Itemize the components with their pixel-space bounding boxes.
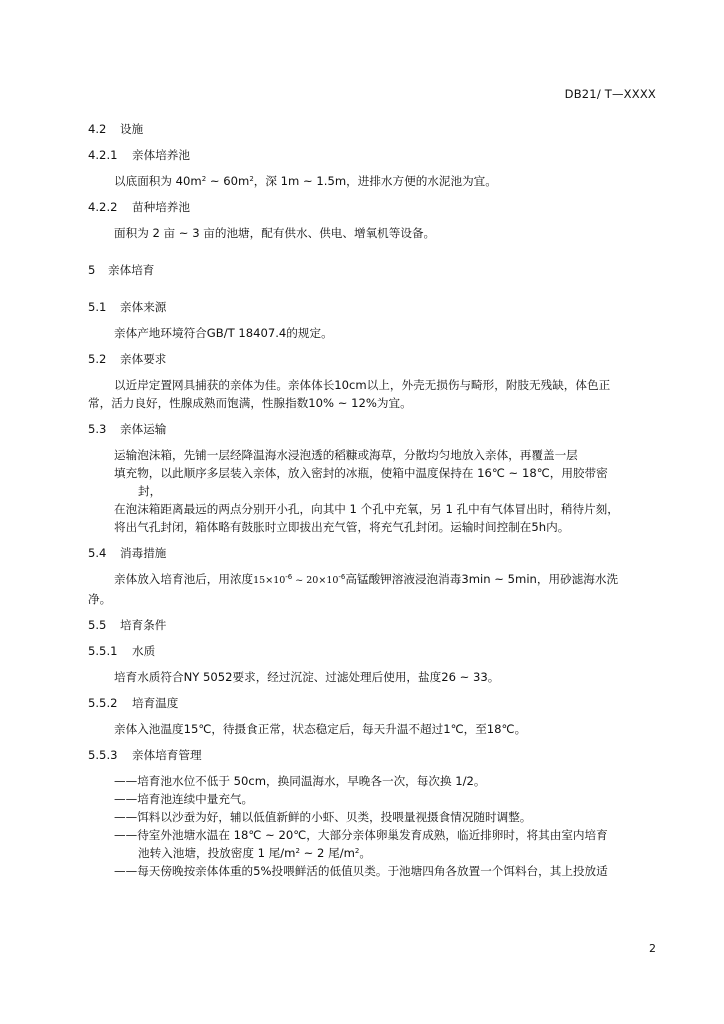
heading-5-5-3 — [88, 746, 660, 764]
section-title: 水质 — [132, 644, 156, 658]
page-number: 2 — [649, 942, 656, 955]
paragraph-5-4-line: 亲体放入培育池后，用浓度$15\times 10^{-6}$ ~ $20\times 10^{-6}$高锰酸钾溶液浸泡消毒3min ~ 5min，用砂滤海水洗 — [114, 572, 619, 586]
section-title: 设施 — [120, 122, 144, 136]
paragraph-5-3-line: 封， — [138, 484, 162, 498]
section-number: 4.2 — [88, 122, 107, 136]
document-body — [88, 120, 660, 880]
paragraph-5-2-line: 常，活力良好，性腺成熟而饱满，性腺指数10% ~ 12%为宜。 — [88, 396, 412, 410]
paragraph-5-1: 亲体产地环境符合GB/T 18407.4的规定。 — [114, 326, 333, 340]
section-number: 5.5.3 — [88, 748, 118, 762]
paragraph-5-3-line: 将出气孔封闭，箱体略有鼓胀时立即拔出充气管，将充气孔封闭。运输时间控制在5h内。 — [114, 520, 570, 534]
heading-4-2-2 — [88, 198, 660, 216]
heading-5-2 — [88, 350, 660, 368]
section-title: 亲体培养池 — [132, 148, 190, 162]
section-title: 苗种培养池 — [132, 200, 190, 214]
list-item: ——培育池连续中量充气。 — [114, 792, 254, 806]
section-number: 5.5 — [88, 618, 107, 632]
paragraph-5-3-line: 运输泡沫箱，先铺一层经降温海水浸泡透的稻糠或海草，分散均匀地放入亲体，再覆盖一层 — [114, 448, 578, 462]
section-number: 5 — [88, 263, 96, 277]
section-title: 亲体培育 — [108, 263, 155, 277]
paragraph-5-3-line: 在泡沫箱距离最远的两点分别开小孔，向其中 1 个孔中充氧，另 1 孔中有气体冒出时，稍待片刻， — [114, 502, 619, 516]
section-title: 培育条件 — [120, 618, 167, 632]
section-title: 亲体要求 — [120, 352, 167, 366]
section-number: 5.1 — [88, 300, 107, 314]
heading-4-2-1 — [88, 146, 660, 164]
section-number: 5.4 — [88, 546, 107, 560]
section-number: 5.2 — [88, 352, 107, 366]
paragraph-5-5-1: 培育水质符合NY 5052要求，经过沉淀、过滤处理后使用，盐度26 ~ 33。 — [114, 670, 500, 684]
heading-5-5 — [88, 616, 660, 634]
heading-5-4 — [88, 544, 660, 562]
heading-5-3 — [88, 420, 660, 438]
paragraph-5-3-line: 填充物，以此顺序多层装入亲体，放入密封的冰瓶，使箱中温度保持在 16℃ ~ 18℃，用胶带密 — [114, 466, 608, 480]
paragraph-5-2-line: 以近岸定置网具捕获的亲体为佳。亲体体长10cm以上，外壳无损伤与畸形，附肢无残缺，体色正 — [114, 378, 611, 392]
list-item: ——待室外池塘水温在 18℃ ~ 20℃，大部分亲体卵巢发育成熟，临近排卵时，将其由室内培育 — [114, 828, 608, 842]
document-code: DB21/ T—XXXX — [564, 87, 656, 101]
list-item-continuation: 池转入池塘，投放密度 1 尾$/m^2$ ~ 2 尾$/m^2$。 — [138, 846, 371, 860]
section-number: 4.2.1 — [88, 148, 118, 162]
section-title: 亲体培育管理 — [132, 748, 202, 762]
heading-5-5-1 — [88, 642, 660, 660]
section-number: 5.5.2 — [88, 696, 118, 710]
section-number: 5.5.1 — [88, 644, 118, 658]
section-number: 5.3 — [88, 422, 107, 436]
heading-5-5-2 — [88, 694, 660, 712]
section-title: 消毒措施 — [120, 546, 167, 560]
section-number: 4.2.2 — [88, 200, 118, 214]
section-title: 培育温度 — [132, 696, 179, 710]
paragraph-4-2-1: 以底面积为 $40m^2$ ~ $60m^2$，深 1m ~ 1.5m，进排水方便的水泥池为宜。 — [114, 174, 497, 188]
list-item: ——每天傍晚按亲体体重的5%投喂鲜活的低值贝类。于池塘四角各放置一个饵料台，其上投放适 — [114, 864, 608, 878]
section-title: 亲体来源 — [120, 300, 167, 314]
paragraph-5-4-line: 净。 — [88, 592, 112, 606]
paragraph-5-5-2: 亲体入池温度15℃，待摄食正常，状态稳定后，每天升温不超过1℃，至18℃。 — [114, 722, 527, 736]
section-title: 亲体运输 — [120, 422, 167, 436]
list-item: ——培育池水位不低于 50cm，换同温海水，早晚各一次，每次换 1/2。 — [114, 774, 486, 788]
paragraph-4-2-2: 面积为 2 亩 ~ 3 亩的池塘，配有供水、供电、增氧机等设备。 — [114, 226, 436, 240]
heading-4-2 — [88, 120, 660, 138]
list-item: ——饵料以沙蚕为好，辅以低值新鲜的小虾、贝类，投喂量视摄食情况随时调整。 — [114, 810, 532, 824]
heading-5-1 — [88, 298, 660, 316]
heading-5 — [88, 261, 660, 279]
